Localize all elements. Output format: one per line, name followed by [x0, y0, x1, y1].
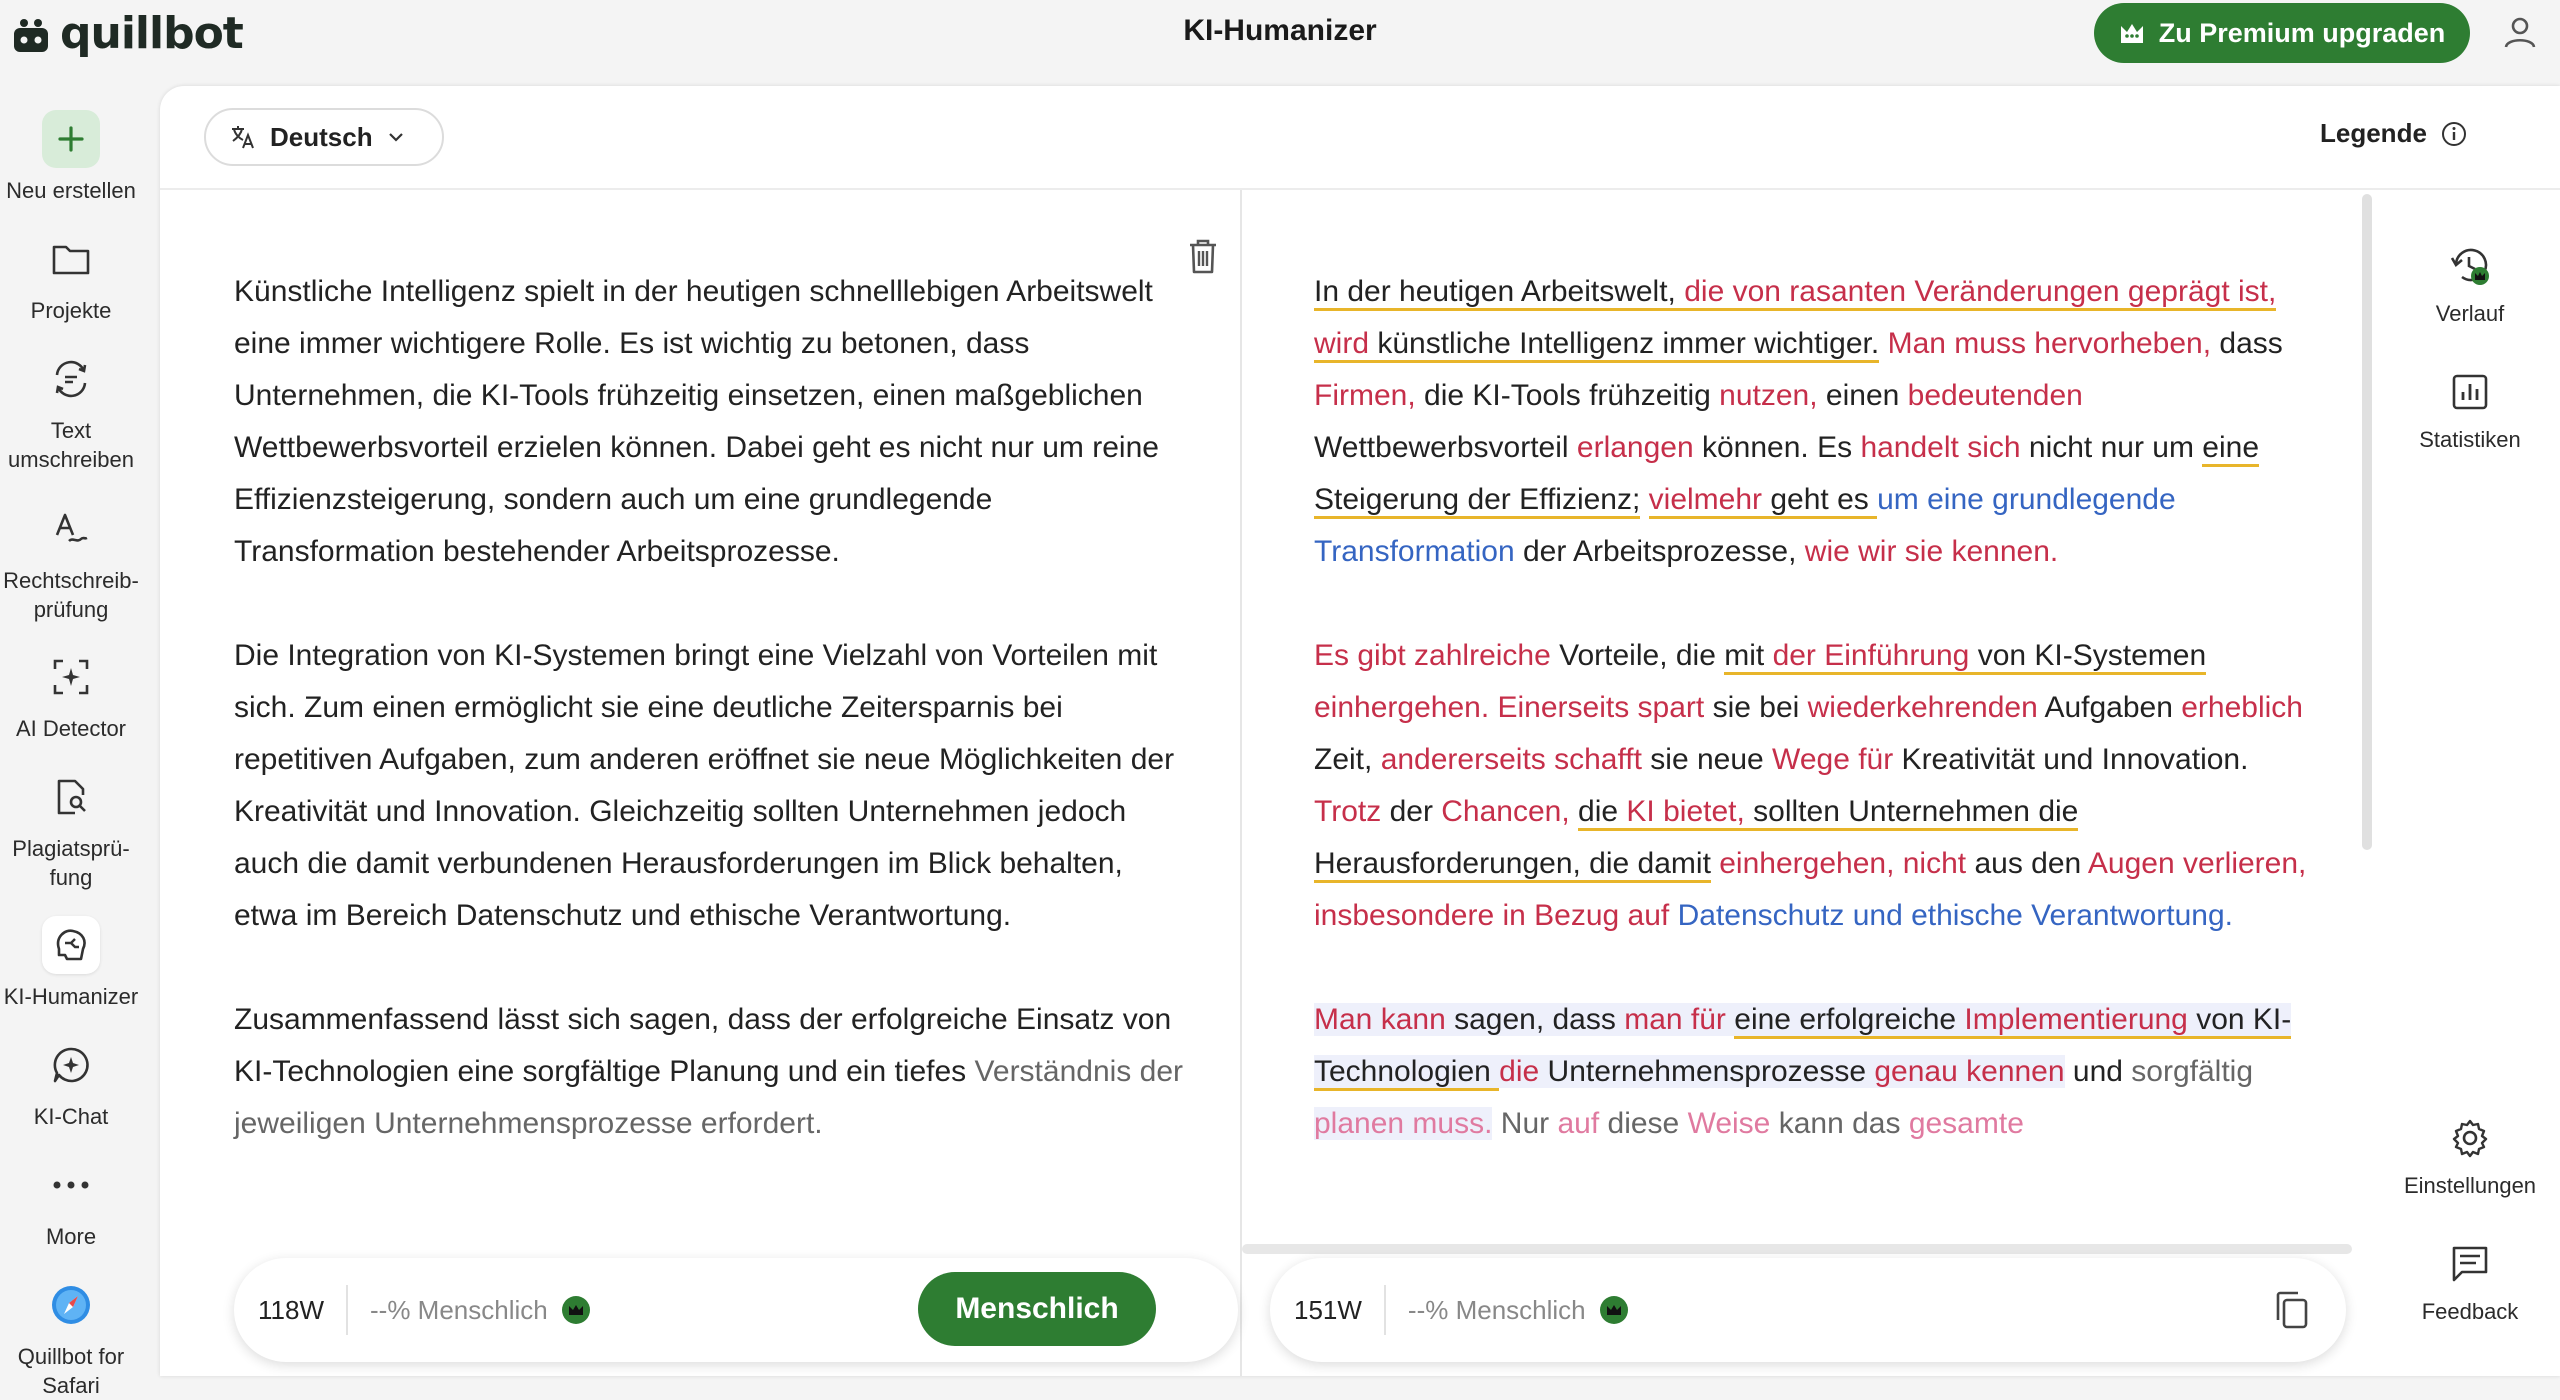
output-segment[interactable]: einen — [1817, 379, 1908, 412]
output-segment[interactable]: Weise — [1687, 1107, 1771, 1140]
sidebar-item-label: Plagiatsprü-fung — [12, 836, 130, 890]
sidebar-item-safari[interactable] — [0, 1276, 142, 1400]
input-paragraph: Die Integration von KI-Systemen bringt eine Vielzahl von Vorteilen mit sich. Zum einen ermöglicht sie eine deutliche Zeitersparnis bei repetitiven Aufgaben, zum anderen eröffnet sie neue Möglichkeiten der Kreativität und Innovation. Gleichzeitig sollten Unternehmen jedoch auch die damit verbundenen Herausforderungen im Blick behalten, etwa im Bereich Datenschutz und ethische Verantwortung. — [234, 639, 1175, 932]
input-human-score — [348, 1295, 590, 1326]
sidebar-item-label: KI-Humanizer — [3, 984, 139, 1009]
output-segment[interactable]: von KI-Technologien — [1314, 1003, 2291, 1091]
copy-icon[interactable] — [2274, 1290, 2310, 1330]
output-segment[interactable]: geht es — [1762, 483, 1877, 519]
output-segment[interactable]: andererseits schafft — [1380, 743, 1642, 776]
output-segment[interactable]: die — [1499, 1055, 1540, 1088]
output-segment[interactable]: und — [2064, 1055, 2123, 1088]
language-label: Deutsch — [270, 121, 373, 152]
top-bar — [0, 0, 2560, 68]
output-status-bar — [1270, 1258, 2346, 1362]
human-score-label: --% Menschlich — [370, 1294, 548, 1325]
folder-icon — [42, 230, 100, 288]
output-paragraph — [1314, 266, 2314, 578]
input-paragraph: Künstliche Intelligenz spielt in der heutigen schnelllebigen Arbeitswelt eine immer wichtigere Rolle. Es ist wichtig zu betonen, dass Unternehmen, die KI-Tools frühzeitig einsetzen, einen maßgeblichen Wettbewerbsvorteil erzielen können. Dabei geht es nicht nur um reine Effizienzsteigerung, sondern auch um eine grundlegende Transformation bestehender Arbeitsprozesse. — [234, 275, 1159, 568]
output-segment[interactable]: wie wir sie kennen. — [1804, 535, 2059, 568]
translate-icon — [230, 124, 256, 150]
output-segment[interactable]: von KI-Systemen — [1969, 639, 2206, 675]
sidebar-item-label: More — [45, 1224, 97, 1249]
sidebar-item-ai-detector[interactable] — [0, 648, 142, 743]
output-segment[interactable]: nutzen, — [1719, 379, 1818, 412]
output-segment[interactable]: Nur — [1492, 1107, 1558, 1140]
premium-crown-icon — [562, 1296, 590, 1324]
output-segment[interactable]: sie neue — [1641, 743, 1773, 776]
paraphrase-icon — [42, 350, 100, 408]
more-icon — [42, 1156, 100, 1214]
premium-crown-icon — [1600, 1296, 1628, 1324]
output-segment[interactable]: bedeutenden — [1907, 379, 2083, 412]
output-segment[interactable]: erheblich — [2181, 691, 2303, 724]
output-segment[interactable]: erlangen — [1576, 431, 1694, 464]
output-paragraph — [1314, 630, 2314, 942]
ai-detector-icon — [42, 648, 100, 706]
main-panel — [160, 86, 2560, 1376]
logo-text: quillbot — [60, 8, 243, 59]
statistics-tool[interactable] — [2380, 370, 2560, 453]
output-segment[interactable]: die von rasanten Veränderungen geprägt ist, wird — [1314, 275, 2276, 363]
input-paragraph — [234, 994, 1194, 1150]
sidebar-item-chat[interactable] — [0, 1036, 142, 1131]
output-segment[interactable]: Vorteile, die — [1550, 639, 1725, 672]
chat-icon — [42, 1036, 100, 1094]
output-segment[interactable]: nicht nur um — [2020, 431, 2203, 464]
sidebar-item-label: Text umschreiben — [8, 418, 134, 472]
sidebar-item-more[interactable] — [0, 1156, 142, 1251]
crown-icon — [2119, 22, 2145, 44]
input-status-bar — [234, 1258, 1238, 1362]
delete-icon[interactable] — [1184, 236, 1222, 276]
output-segment[interactable]: sorgfältig — [2122, 1055, 2254, 1088]
output-segment[interactable]: Implementierung — [1964, 1003, 2187, 1039]
statistics-icon — [2448, 370, 2492, 414]
output-segment[interactable]: Trotz — [1314, 795, 1382, 828]
output-segment[interactable]: diese — [1599, 1107, 1688, 1140]
output-segment[interactable]: Augen verlieren, insbesondere in Bezug auf — [1314, 847, 2307, 932]
history-icon — [2448, 244, 2492, 288]
output-segment[interactable]: um eine grundlegende Transformation — [1314, 483, 2176, 568]
output-segment[interactable] — [1669, 899, 1677, 932]
upgrade-premium-button[interactable] — [2094, 3, 2470, 63]
sidebar-item-paraphrase[interactable] — [0, 350, 142, 474]
output-segment[interactable]: dass — [2211, 327, 2283, 360]
output-segment[interactable]: können. Es — [1693, 431, 1861, 464]
user-account-icon[interactable] — [2502, 14, 2538, 50]
output-segment[interactable]: Zeit, — [1314, 743, 1381, 776]
sidebar-item-projects[interactable] — [0, 230, 142, 325]
output-segment[interactable]: Datenschutz und ethische Verantwortung. — [1677, 899, 2233, 932]
output-segment[interactable] — [1879, 327, 1887, 360]
feedback-tool[interactable] — [2380, 1242, 2560, 1325]
sidebar-item-new[interactable] — [0, 110, 142, 205]
output-segment[interactable]: Kreativität und Innovation. — [1893, 743, 2249, 776]
output-segment[interactable]: künstliche Intelligenz immer wichtiger. — [1369, 327, 1879, 363]
output-word-count: 151W — [1270, 1285, 1386, 1335]
output-segment[interactable]: Wege für — [1772, 743, 1894, 776]
spellcheck-icon — [42, 500, 100, 558]
input-text-area[interactable] — [234, 266, 1194, 1150]
input-paragraph-faded-text: Verständnis der jeweiligen Unternehmensprozesse erfordert. — [234, 1055, 1183, 1140]
output-segment[interactable]: Wettbewerbsvorteil — [1314, 431, 1577, 464]
settings-gear-icon — [2448, 1116, 2492, 1160]
output-segment[interactable] — [1726, 1003, 1734, 1036]
output-segment[interactable]: wiederkehrenden — [1807, 691, 2038, 724]
output-human-score — [1386, 1295, 1628, 1326]
output-segment[interactable]: der — [1381, 795, 1442, 828]
output-segment[interactable]: handelt sich — [1860, 431, 2021, 464]
output-segment[interactable]: planen muss. — [1314, 1107, 1493, 1140]
human-score-label: --% Menschlich — [1407, 1294, 1586, 1325]
sidebar-item-label: Projekte — [30, 298, 112, 323]
sidebar-item-humanizer[interactable] — [0, 916, 142, 1011]
output-paragraph — [1314, 994, 2314, 1150]
statistics-label: Statistiken — [2419, 427, 2521, 452]
info-icon — [2441, 121, 2467, 147]
chevron-down-icon — [387, 131, 405, 143]
output-segment[interactable] — [1711, 847, 1719, 880]
output-segment[interactable]: der Einführung — [1773, 639, 1970, 675]
output-segment[interactable]: Aufgaben — [2037, 691, 2182, 724]
history-label: Verlauf — [2435, 301, 2505, 326]
output-segment[interactable]: Firmen, — [1314, 379, 1416, 412]
input-paragraph-text: Zusammenfassend lässt sich sagen, dass der erfolgreiche Einsatz von KI-Technologien eine sorgfältige Planung und ein tiefes — [234, 1003, 1172, 1088]
safari-icon — [42, 1276, 100, 1334]
output-segment[interactable]: der Arbeitsprozesse, — [1514, 535, 1805, 568]
output-segment[interactable]: Man kann — [1314, 1003, 1446, 1036]
output-segment[interactable]: eine erfolgreiche — [1734, 1003, 1964, 1039]
output-segment[interactable]: vielmehr — [1649, 483, 1762, 519]
output-text-area[interactable] — [1314, 266, 2314, 1332]
legend-label: Legende — [2320, 118, 2427, 148]
settings-label: Einstellungen — [2403, 1173, 2537, 1198]
language-select[interactable] — [204, 108, 444, 166]
plus-icon — [42, 110, 100, 168]
output-segment[interactable]: In der heutigen Arbeitswelt, — [1314, 275, 1684, 311]
vertical-scrollbar[interactable] — [2362, 194, 2372, 850]
upgrade-premium-label: Zu Premium upgraden — [2158, 17, 2446, 48]
sidebar-item-label: AI Detector — [15, 716, 127, 741]
legend-button[interactable] — [2320, 118, 2467, 149]
output-segment[interactable]: Chancen, — [1441, 795, 1570, 828]
pane-divider — [1240, 190, 1242, 1376]
sidebar-item-label: Neu erstellen — [6, 178, 136, 203]
settings-tool[interactable] — [2380, 1116, 2560, 1199]
output-segment[interactable]: Man muss hervorheben, — [1887, 327, 2212, 360]
output-segment[interactable]: einhergehen. Einerseits spart — [1314, 691, 1705, 724]
output-segment[interactable]: sie bei — [1704, 691, 1808, 724]
output-segment[interactable]: aus den — [1966, 847, 2088, 880]
output-segment[interactable] — [1570, 795, 1578, 828]
output-segment[interactable]: einhergehen, nicht — [1719, 847, 1967, 880]
output-segment[interactable]: KI bietet, — [1626, 795, 1744, 831]
humanizer-icon — [42, 916, 100, 974]
output-segment[interactable]: man für — [1624, 1003, 1726, 1036]
sidebar-item-label: Quillbot for Safari — [17, 1344, 125, 1398]
output-segment[interactable] — [1640, 483, 1648, 516]
sidebar-item-label: Rechtschreib-prüfung — [3, 568, 139, 622]
history-tool[interactable] — [2380, 244, 2560, 327]
output-segment[interactable]: auf — [1557, 1107, 1600, 1140]
input-word-count: 118W — [234, 1285, 348, 1335]
output-segment[interactable]: Unternehmensprozesse — [1539, 1055, 1875, 1088]
output-segment[interactable]: die — [1578, 795, 1626, 831]
output-segment[interactable]: kann das — [1770, 1107, 1909, 1140]
output-segment[interactable]: sagen, dass — [1445, 1003, 1625, 1036]
sidebar-item-label: KI-Chat — [33, 1104, 109, 1129]
sidebar-item-grammar[interactable] — [0, 500, 142, 624]
humanize-button[interactable]: Menschlich — [918, 1272, 1156, 1346]
feedback-label: Feedback — [2421, 1299, 2519, 1324]
output-segment[interactable]: Es gibt zahlreiche — [1314, 639, 1551, 672]
feedback-icon — [2448, 1242, 2492, 1286]
output-segment[interactable]: genau kennen — [1874, 1055, 2065, 1088]
plagiarism-icon — [42, 768, 100, 826]
output-segment[interactable]: die KI-Tools frühzeitig — [1415, 379, 1720, 412]
output-segment[interactable]: mit — [1724, 639, 1772, 675]
horizontal-scrollbar[interactable] — [1242, 1244, 2352, 1254]
sidebar-item-plagiarism[interactable] — [0, 768, 142, 892]
output-segment[interactable]: sollten Unternehmen die Herausforderungen, die damit — [1314, 795, 2078, 883]
page-title: KI-Humanizer — [1183, 14, 1377, 47]
output-segment[interactable]: eine Steigerung der Effizienz; — [1314, 431, 2259, 519]
editor-header — [160, 86, 2560, 190]
output-segment[interactable]: gesamte — [1908, 1107, 2024, 1140]
